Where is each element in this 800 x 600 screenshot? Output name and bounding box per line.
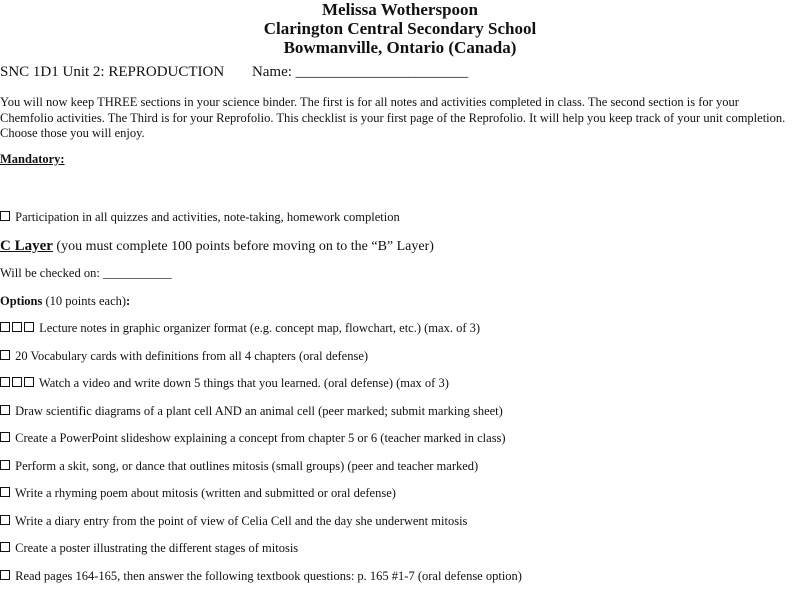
mandatory-item-text: Participation in all quizzes and activities, note-taking, homework completion <box>15 210 400 224</box>
option-item <box>0 349 368 364</box>
unit-line <box>0 64 468 81</box>
option-item-text: Create a PowerPoint slideshow explaining a concept from chapter 5 or 6 (teacher marked in class) <box>12 431 506 445</box>
checked-on-line: Will be checked on: ___________ <box>0 266 172 280</box>
option-item <box>0 321 480 336</box>
option-item-text: Perform a skit, song, or dance that outlines mitosis (small groups) (peer and teacher marked) <box>12 458 479 473</box>
checkbox-icon[interactable] <box>0 570 10 580</box>
checkbox-icon[interactable] <box>24 377 34 387</box>
option-item <box>0 376 449 391</box>
option-item-text: Draw scientific diagrams of a plant cell AND an animal cell (peer marked; submit marking sheet) <box>12 403 503 418</box>
checkbox-icon[interactable] <box>0 322 10 332</box>
checkbox-icon[interactable] <box>24 322 34 332</box>
layer-line <box>0 238 434 255</box>
options-label: Options <box>0 294 43 308</box>
intro-paragraph: You will now keep THREE sections in your science binder. The first is for all notes and activities completed in class. The second section is for your Chemfolio activities. The Third is for your Reprofolio. This checklist is your first page of the Reprofolio. It will help you keep track of your unit completion. Choose those you will enjoy. <box>0 95 786 140</box>
option-item-text: Write a rhyming poem about mitosis (written and submitted or oral defense) <box>12 486 396 500</box>
checkbox-icon[interactable] <box>0 350 10 360</box>
option-item-text: 20 Vocabulary cards with definitions from all 4 chapters (oral defense) <box>12 348 369 363</box>
checkbox-icon[interactable] <box>0 405 10 415</box>
option-item-text: Lecture notes in graphic organizer format (e.g. concept map, flowchart, etc.) (max. of 3) <box>36 321 481 335</box>
option-item-text: Create a poster illustrating the different stages of mitosis <box>12 541 299 555</box>
layer-name: C Layer <box>0 238 53 254</box>
course-unit-title: SNC 1D1 Unit 2: REPRODUCTION <box>0 64 225 80</box>
checkbox-icon[interactable] <box>12 377 22 387</box>
option-item-text: Write a diary entry from the point of view of Celia Cell and the day she underwent mitosis <box>12 513 468 528</box>
option-item <box>0 459 478 474</box>
options-heading <box>0 294 130 309</box>
checkbox-icon[interactable] <box>0 542 10 552</box>
mandatory-item <box>0 210 400 225</box>
checkbox-icon[interactable] <box>0 515 10 525</box>
layer-note: (you must complete 100 points before moving on to the “B” Layer) <box>56 239 434 254</box>
options-colon: : <box>126 294 131 308</box>
checkbox-icon[interactable] <box>12 322 22 332</box>
name-field[interactable]: Name: _______________________ <box>251 64 469 80</box>
checkbox-icon[interactable] <box>0 460 10 470</box>
school-name: Clarington Central Secondary School <box>263 19 537 38</box>
option-item <box>0 431 506 446</box>
option-item <box>0 486 396 501</box>
option-item <box>0 404 503 419</box>
checkbox-icon[interactable] <box>0 487 10 497</box>
checkbox-icon[interactable] <box>0 432 10 442</box>
school-location: Bowmanville, Ontario (Canada) <box>283 38 517 57</box>
option-item-text: Read pages 164-165, then answer the following textbook questions: p. 165 #1-7 (oral defense option) <box>12 568 522 583</box>
option-item-text: Watch a video and write down 5 things that you learned. (oral defense) (max of 3) <box>36 376 449 390</box>
author-name: Melissa Wotherspoon <box>321 0 478 19</box>
checkbox-icon[interactable] <box>0 377 10 387</box>
option-item <box>0 569 522 584</box>
option-item <box>0 541 298 556</box>
options-points: (10 points each) <box>45 294 127 308</box>
mandatory-heading: Mandatory: <box>0 152 65 166</box>
checkbox-icon[interactable] <box>0 211 10 221</box>
option-item <box>0 514 467 529</box>
